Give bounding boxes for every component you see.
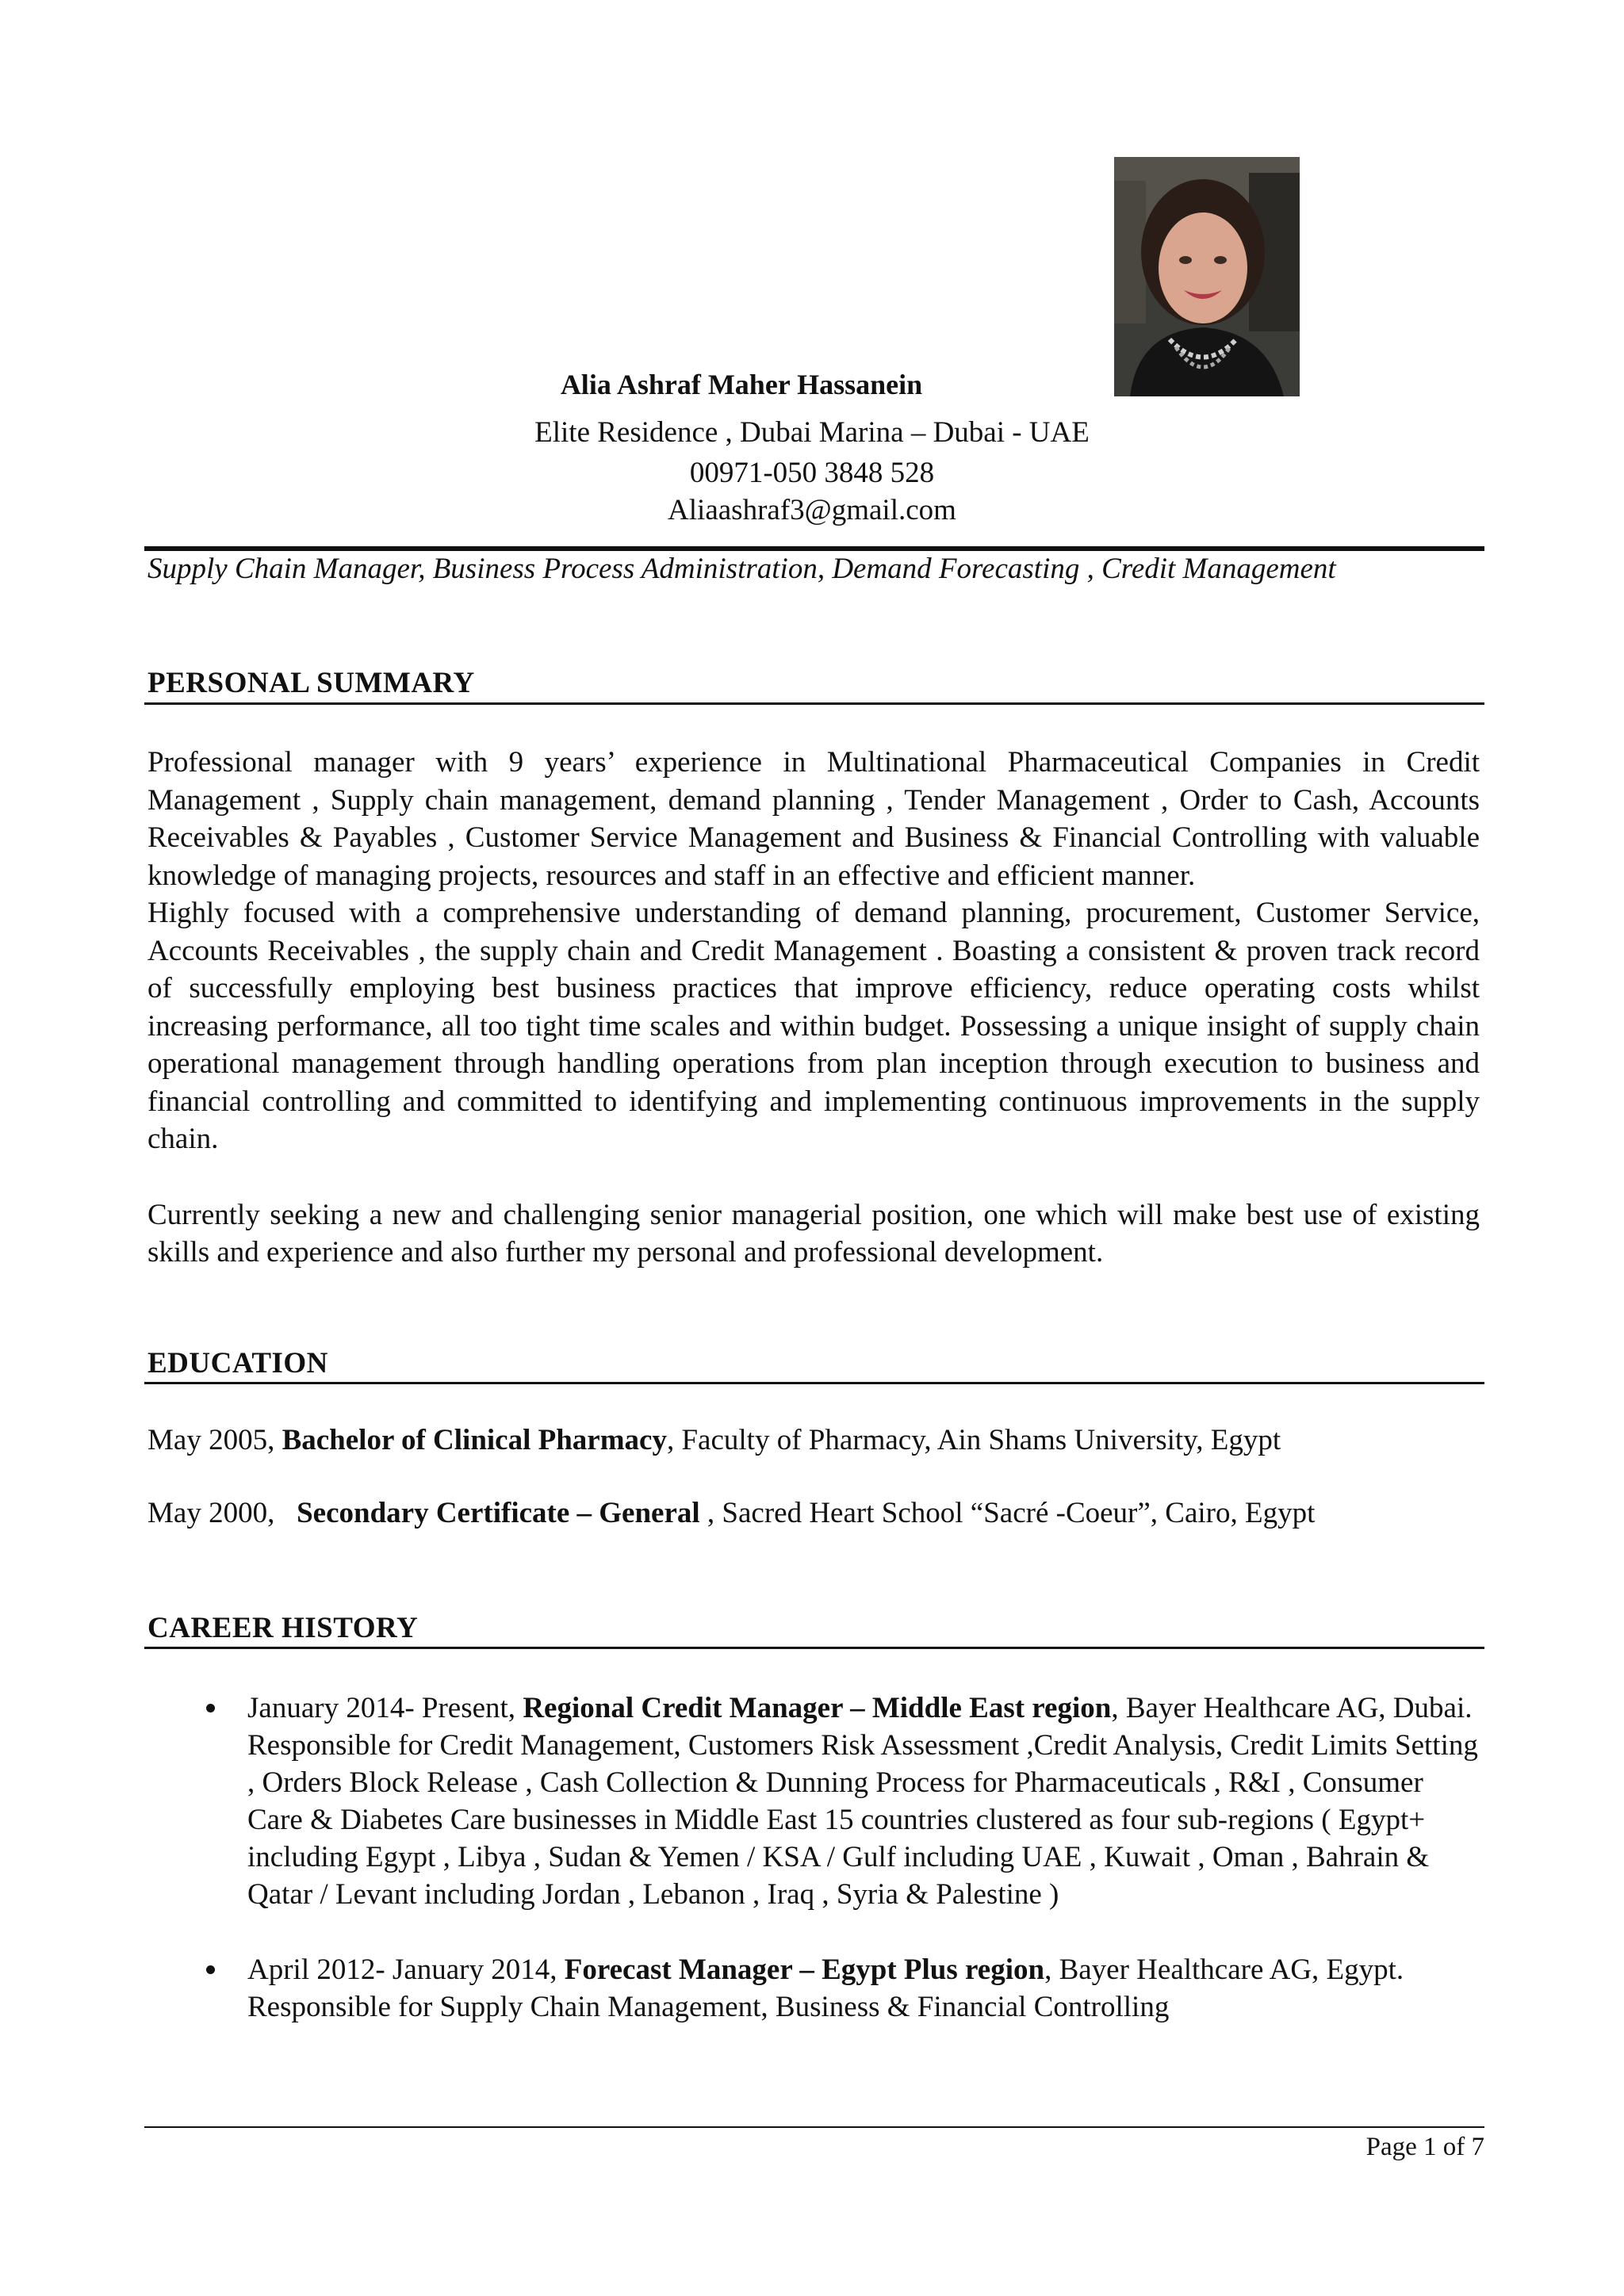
profile-title: Supply Chain Manager, Business Process Administration, Demand Forecasting , Credit Management [147,553,1336,585]
education-heading: EDUCATION [147,1347,328,1380]
section-divider [144,1382,1484,1384]
career-entry [147,1689,1480,1913]
career-entry [147,1951,1480,2026]
section-divider [144,702,1484,705]
education-entry [147,1423,1496,1457]
career-role: Regional Credit Manager – Middle East region [523,1692,1112,1724]
portrait-photo-icon [1114,157,1300,396]
career-date: April 2012- January 2014, [247,1954,557,1986]
career-role: Forecast Manager – Egypt Plus region [564,1954,1045,1986]
education-degree: Bachelor of Clinical Pharmacy [282,1424,667,1456]
education-date: May 2000, [147,1497,275,1529]
section-divider [144,1647,1484,1649]
career-history-list [147,1689,1480,2026]
candidate-name: Alia Ashraf Maher Hassanein [560,369,923,400]
address-line: Elite Residence , Dubai Marina – Dubai - UAE [534,416,1090,449]
footer-divider [144,2126,1484,2128]
career-history-heading: CAREER HISTORY [147,1612,419,1644]
career-details: , Bayer Healthcare AG, Egypt. Responsible for Supply Chain Management, Business & Financial Controlling [247,1954,1404,2023]
summary-paragraph: Currently seeking a new and challenging senior managerial position, one which will make best use of existing skills and experience and also further my personal and professional development. [147,1198,1480,1269]
page-number: Page 1 of 7 [1365,2133,1484,2161]
bullet-icon [206,1965,215,1974]
education-degree: Secondary Certificate – General [297,1497,700,1529]
profile-photo [1114,157,1300,396]
bullet-icon [206,1704,215,1712]
education-entry [147,1496,1496,1530]
summary-paragraph: Professional manager with 9 years’ experience in Multinational Pharmaceutical Companies in Credit Management , Supply chain management, demand planning , Tender Management , Order to Cash, Accounts Receivables & Payables , Customer Service Management and Business & Financial Controlling with valuable knowledge of managing projects, resources and staff in an effective and efficient manner. [147,746,1480,892]
career-date: January 2014- Present, [247,1692,516,1724]
education-date: May 2005, [147,1424,275,1456]
education-details: , Sacred Heart School “Sacré -Coeur”, Cairo, Egypt [699,1497,1316,1529]
education-details: , Faculty of Pharmacy, Ain Shams University, Egypt [666,1424,1281,1456]
career-details: , Bayer Healthcare AG, Dubai. Responsible for Credit Management, Customers Risk Assessment ,Credit Analysis, Credit Limits Setting , Orders Block Release , Cash Collection & Dunning Process for Pharmaceuticals , R&I , Consumer Care & Diabetes Care businesses in Middle East 15 countries clustered as four sub-regions ( Egypt+ including Egypt , Libya , Sudan & Yemen / KSA / Gulf including UAE , Kuwait , Oman , Bahrain & Qatar / Levant including Jordan , Lebanon , Iraq , Syria & Palestine ) [247,1692,1478,1911]
personal-summary-text [147,744,1480,1272]
summary-paragraph: Highly focused with a comprehensive understanding of demand planning, procurement, Customer Service, Accounts Receivables , the supply chain and Credit Management . Boasting a consistent & proven track record of successfully employing best business practices that improve efficiency, reduce operating costs whilst increasing performance, all too tight time scales and within budget. Possessing a unique insight of supply chain operational management through handling operations from plan inception through execution to business and financial controlling and committed to identifying and implementing continuous improvements in the supply chain. [147,897,1480,1155]
phone-number: 00971-050 3848 528 [689,457,935,489]
email-address: Aliaashraf3@gmail.com [668,494,956,526]
personal-summary-heading: PERSONAL SUMMARY [147,667,475,699]
